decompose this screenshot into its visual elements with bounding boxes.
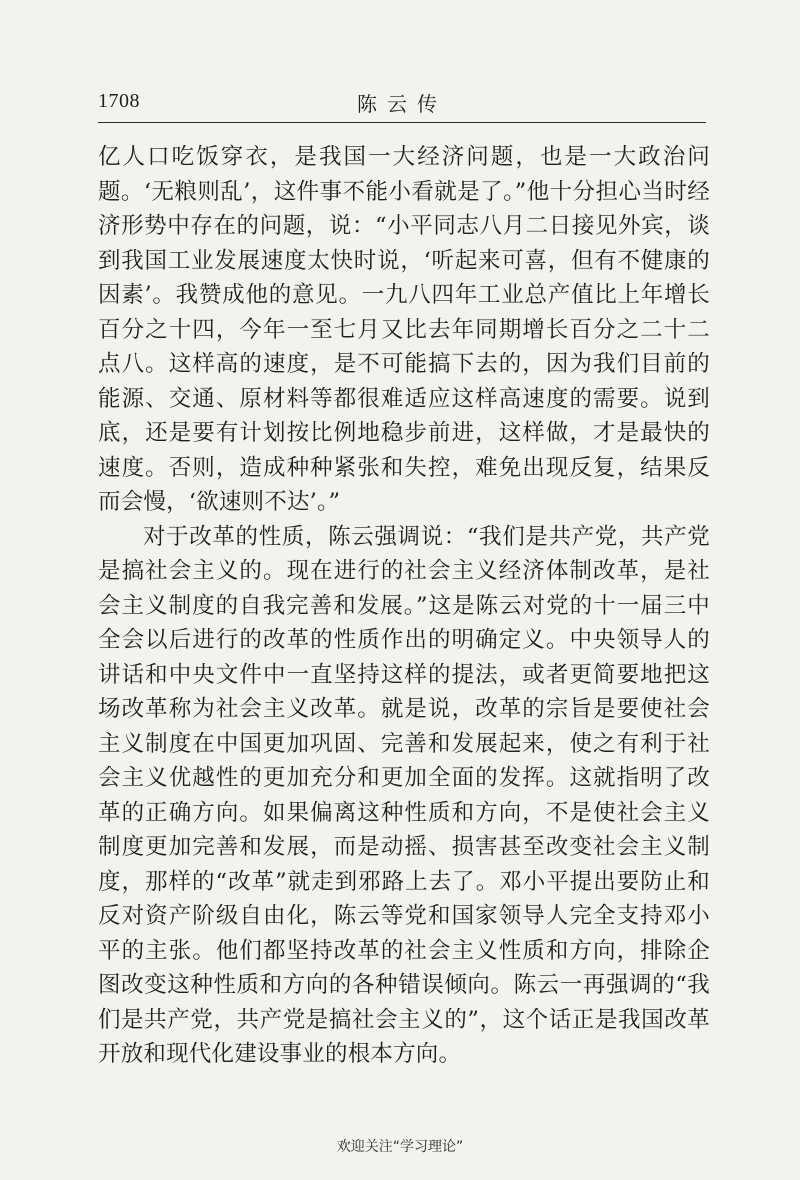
running-title: 陈云传 xyxy=(357,92,447,116)
footer-caption: 欢迎关注“学习理论” xyxy=(336,1139,464,1155)
paragraph-reform-nature: 对于改革的性质，陈云强调说：“我们是共产党，共产党是搞社会主义的。现在进行的社会主义经济体制改革，是社会主义制度的自我完善和发展。”这是陈云对党的十一届三中全会以后进行的改革的性质作出的明确定义。中央领导人的讲话和中央文件中一直坚持这样的提法，或者更简要地把这场改革称为社会主义改革。就是说，改革的宗旨是要使社会主义制度在中国更加巩固、完善和发展起来，使之有利于社会主义优越性的更加充分和更加全面的发挥。这就指明了改革的正确方向。如果偏离这种性质和方向，不是使社会主义制度更加完善和发展，而是动摇、损害甚至改变社会主义制度，那样的“改革”就走到邪路上去了。邓小平提出要防止和反对资产阶级自由化，陈云等党和国家领导人完全支持邓小平的主张。他们都坚持改革的社会主义性质和方向，排除企图改变这种性质和方向的各种错误倾向。陈云一再强调的“我们是共产党，共产党是搞社会主义的”，这个话正是我国改革开放和现代化建设事业的根本方向。 xyxy=(98,523,710,1067)
body-text xyxy=(98,140,710,1072)
page-number: 1708 xyxy=(98,90,140,112)
paragraph-continued: 亿人口吃饭穿衣，是我国一大经济问题，也是一大政治问题。‘无粮则乱’，这件事不能小看就是了。”他十分担心当时经济形势中存在的问题，说：“小平同志八月二日接见外宾，谈到我国工业发展速度太快时说，‘听起来可喜，但有不健康的因素’。我赞成他的意见。一九八四年工业总产值比上年增长百分之十四，今年一至七月又比去年同期增长百分之二十二点八。这样高的速度，是不可能搞下去的，因为我们目前的能源、交通、原材料等都很难适应这样高速度的需要。说到底，还是要有计划按比例地稳步前进，这样做，才是最快的速度。否则，造成种种紧张和失控，难免出现反复，结果反而会慢，‘欲速则不达’。” xyxy=(98,144,710,515)
page-header xyxy=(98,88,706,123)
